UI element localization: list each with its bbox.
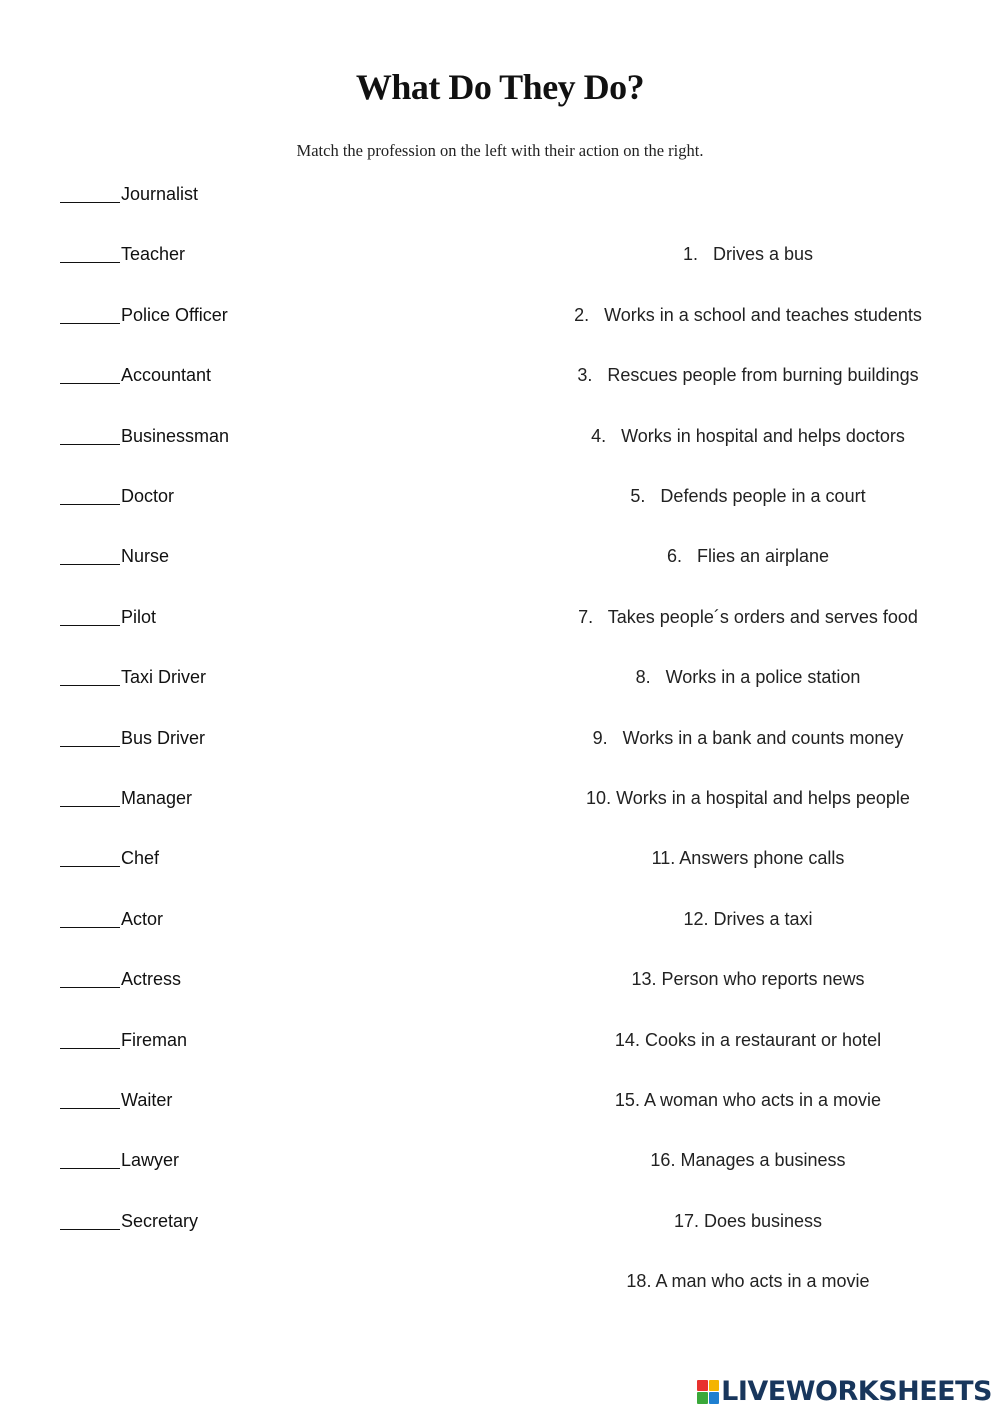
answer-blank[interactable] [60,564,120,565]
profession-label: Manager [121,788,193,808]
profession-item [60,184,198,205]
action-item: 8. Works in a police station [635,667,861,688]
match-row [0,300,1000,330]
profession-item [60,1090,172,1111]
profession-item [60,426,229,447]
answer-blank[interactable] [60,444,120,445]
answer-blank[interactable] [60,927,120,928]
logo-block [697,1380,708,1392]
profession-item [60,546,169,567]
profession-label: Fireman [121,1029,188,1050]
liveworksheets-logo [697,1376,992,1407]
profession-item [60,969,181,990]
match-row [0,1266,1000,1296]
profession-item [60,365,211,386]
profession-item [60,848,159,869]
action-item: 9. Works in a bank and counts money [592,727,904,748]
profession-item [60,909,163,930]
match-row [0,1025,1000,1055]
match-row [0,843,1000,873]
action-item: 18. A man who acts in a movie [626,1271,870,1292]
action-item: 6. Flies an airplane [666,546,830,567]
profession-label: Actor [121,908,164,929]
action-item: 14. Cooks in a restaurant or hotel [614,1029,882,1050]
profession-label: Pilot [121,606,157,627]
action-item: 5. Defends people in a court [630,486,866,506]
action-item: 16. Manages a business [650,1150,846,1171]
profession-label: Waiter [121,1090,173,1110]
answer-blank[interactable] [60,806,120,807]
profession-label: Accountant [121,365,212,386]
answer-blank[interactable] [60,987,120,988]
action-item: 13. Person who reports news [631,969,865,990]
match-row [0,481,1000,511]
action-item: 7. Takes people´s orders and serves food [578,606,918,627]
match-row [0,904,1000,934]
profession-item [60,305,228,326]
match-row [0,1206,1000,1236]
answer-blank[interactable] [60,383,120,384]
action-item: 12. Drives a taxi [683,908,813,929]
answer-blank[interactable] [60,262,120,263]
answer-blank[interactable] [60,1108,120,1109]
profession-item [60,486,174,507]
match-row [0,360,1000,390]
profession-label: Nurse [121,546,170,567]
match-row [0,1085,1000,1115]
profession-label: Businessman [121,425,230,446]
logo-icon [697,1380,719,1404]
profession-item [60,1030,187,1051]
profession-label: Chef [121,848,160,869]
logo-text: LIVEWORKSHEETS [721,1376,992,1407]
match-row [0,179,1000,209]
action-item: 10. Works in a hospital and helps people [586,788,910,808]
answer-blank[interactable] [60,746,120,747]
profession-item [60,1150,179,1171]
logo-block [697,1392,708,1404]
profession-label: Actress [121,969,182,990]
answer-blank[interactable] [60,866,120,867]
action-item: 2. Works in a school and teaches students [574,304,922,325]
profession-item [60,244,185,265]
profession-item [60,607,156,628]
action-item: 11. Answers phone calls [651,848,845,869]
answer-blank[interactable] [60,685,120,686]
page-title: What Do They Do? [355,67,645,107]
profession-item [60,728,205,749]
answer-blank[interactable] [60,323,120,324]
profession-label: Teacher [121,244,186,265]
profession-label: Secretary [121,1210,199,1231]
match-row [0,239,1000,269]
match-row [0,421,1000,451]
profession-label: Journalist [121,184,199,204]
logo-block [709,1380,720,1392]
logo-block [709,1392,720,1404]
match-row [0,783,1000,813]
action-item: 1. Drives a bus [682,244,814,265]
action-item: 17. Does business [673,1210,823,1231]
match-row [0,541,1000,571]
action-item: 3. Rescues people from burning buildings [577,365,919,386]
action-item: 15. A woman who acts in a movie [614,1090,882,1110]
answer-blank[interactable] [60,1048,120,1049]
match-row [0,662,1000,692]
answer-blank[interactable] [60,1229,120,1230]
match-row [0,723,1000,753]
profession-label: Police Officer [121,304,228,325]
match-row [0,1145,1000,1175]
match-row [0,964,1000,994]
profession-item [60,1211,198,1232]
instructions: Match the profession on the left with their action on the right. [296,141,704,160]
profession-label: Bus Driver [121,727,206,748]
profession-label: Doctor [121,486,175,506]
profession-item [60,667,206,688]
match-row [0,602,1000,632]
answer-blank[interactable] [60,625,120,626]
profession-label: Taxi Driver [121,667,207,688]
profession-item [60,788,192,809]
profession-label: Lawyer [121,1150,180,1171]
answer-blank[interactable] [60,202,120,203]
answer-blank[interactable] [60,1168,120,1169]
action-item: 4. Works in hospital and helps doctors [591,425,905,446]
answer-blank[interactable] [60,504,120,505]
